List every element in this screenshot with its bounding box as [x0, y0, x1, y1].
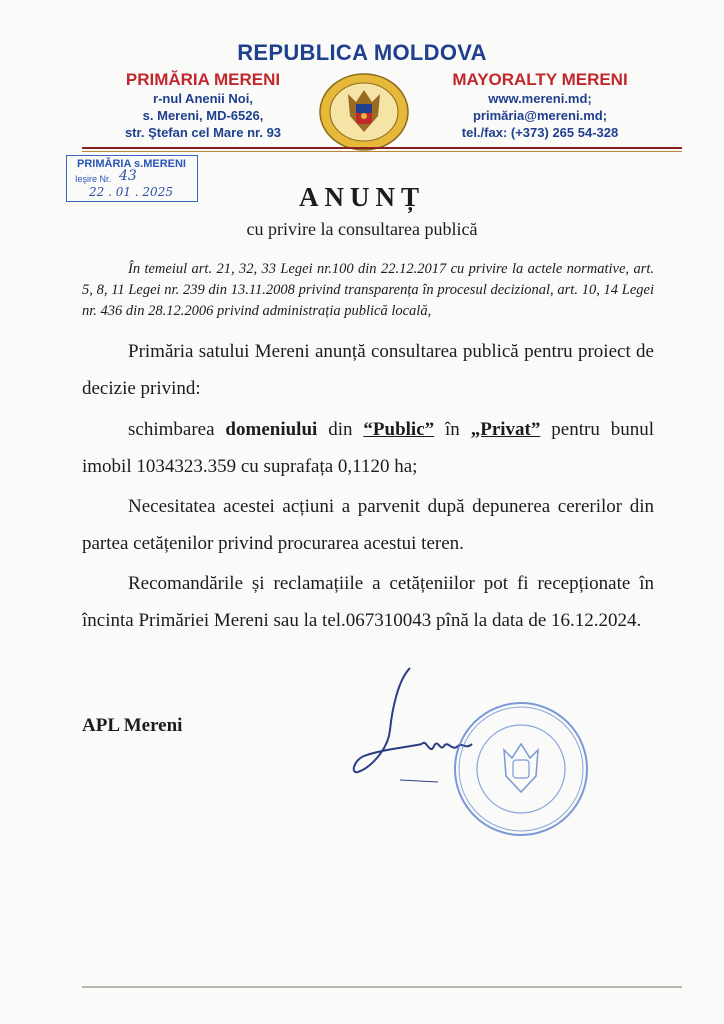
decision-text-c: din	[317, 419, 364, 440]
authority-name: APL Mereni	[82, 715, 183, 736]
decision-text-private: „Privat”	[470, 419, 541, 440]
header-left-name: PRIMĂRIA MERENI	[125, 70, 281, 89]
header-right-line3: tel./fax: (+373) 265 54-328	[461, 125, 619, 140]
header-left-line1: r-nul Anenii Noi,	[153, 91, 253, 106]
decision-text-g: pentru bunul imobil 1034323.359 cu suprafața 0,1120 ha;	[82, 419, 655, 477]
registration-stamp-title: PRIMĂRIA s.MERENI	[77, 158, 186, 170]
paragraph-recommendations: Recomandările și reclamațiile a cetățeniilor pot fi recepționate în încinta Primăriei Mereni sau la tel.067310043 pînă la data de 16.12.2024.	[82, 573, 654, 631]
header-rule-thin	[82, 151, 682, 152]
footer-rule	[82, 986, 682, 988]
header-rule	[82, 147, 682, 149]
legal-basis-paragraph: În temeiul art. 21, 32, 33 Legei nr.100 din 22.12.2017 cu privire la actele normative, art. 5, 8, 11 Legei nr. 239 din 13.11.2008 privind transparența în procesul decizional, art. 10, 14 Legei nr. 436 din 28.12.2006 privind administrația publică locală,	[82, 261, 654, 319]
paragraph-necessity: Necesitatea acestei acțiuni a parvenit după depunerea cererilor din partea cetățenilor privind procurarea acestui teren.	[82, 496, 654, 554]
decision-text-domain: domeniului	[225, 419, 318, 440]
header-right-block	[420, 70, 660, 141]
header-left-line2: s. Mereni, MD-6526,	[142, 108, 264, 123]
official-round-stamp	[452, 700, 590, 838]
header-left-line3: str. Ştefan cel Mare nr. 93	[124, 125, 282, 140]
announcement-title: ANUNȚ	[298, 182, 425, 212]
decision-text-e: în	[434, 419, 471, 440]
header-right-line1: www.mereni.md;	[488, 91, 592, 106]
header-right-line2: primăria@mereni.md;	[472, 108, 608, 123]
paragraph-announcement: Primăria satului Mereni anunță consultarea publică pentru proiect de decizie privind:	[82, 341, 654, 399]
decision-text-a: schimbarea	[128, 419, 226, 440]
registration-stamp-label: Ieşire Nr.	[75, 174, 112, 184]
decision-text-public: “Public”	[363, 419, 435, 440]
header-country: REPUBLICA MOLDOVA	[237, 40, 487, 65]
coat-of-arms-emblem-icon	[318, 72, 410, 152]
header-right-name: MAYORALTY MERENI	[452, 70, 628, 89]
header-left-block	[88, 70, 318, 141]
registration-date: 22 . 01 . 2025	[89, 185, 173, 199]
paragraph-decision	[82, 411, 654, 485]
announcement-subtitle: cu privire la consultarea publică	[246, 219, 478, 239]
registration-number: 43	[119, 168, 137, 184]
